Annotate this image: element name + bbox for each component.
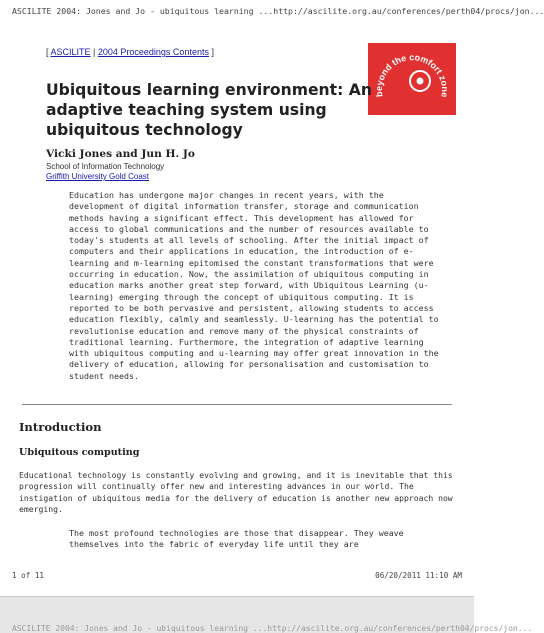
- breadcrumb: [46, 47, 214, 57]
- school-name: School of Information Technology: [46, 162, 165, 171]
- page-counter: 1 of 11: [12, 571, 45, 580]
- affiliation: [46, 162, 164, 182]
- intro-paragraph: Educational technology is constantly evolving and growing, and it is inevitable that this progression will continually offer new and interesting advances in our world. The instigation of ubiquitous media for the delivery of education is another new approach now emerging.: [19, 470, 453, 515]
- next-page-header-title: ASCILITE 2004: Jones and Jo - ubiquitous learning ...: [12, 624, 268, 633]
- subsection-heading: Ubiquitous computing: [19, 447, 140, 458]
- print-footer: [12, 571, 462, 580]
- authors: Vicki Jones and Jun H. Jo: [46, 148, 195, 160]
- breadcrumb-separator: |: [90, 47, 98, 57]
- beyond-comfort-zone-logo: [368, 43, 456, 115]
- print-header-url: http://ascilite.org.au/conferences/perth04/procs/jon...: [273, 6, 544, 16]
- section-heading: Introduction: [19, 420, 102, 434]
- next-page-header: [12, 624, 533, 633]
- breadcrumb-open-bracket: [: [46, 47, 51, 57]
- print-header: [12, 6, 544, 16]
- logo-text: beyond the comfort zone: [373, 52, 451, 99]
- ascilite-link[interactable]: ASCILITE: [50, 47, 91, 57]
- university-link[interactable]: Griffith University Gold Coast: [46, 172, 149, 181]
- paper-title: Ubiquitous learning environment: An adaptive teaching system using ubiquitous technology: [46, 81, 372, 139]
- section-divider: [22, 404, 452, 405]
- breadcrumb-close-bracket: ]: [208, 47, 214, 57]
- print-header-title: ASCILITE 2004: Jones and Jo - ubiquitous learning ...: [12, 6, 274, 16]
- next-page-header-url: http://ascilite.org.au/conferences/perth04/procs/jon...: [267, 624, 533, 633]
- proceedings-contents-link[interactable]: 2004 Proceedings Contents: [97, 47, 209, 57]
- block-quote: The most profound technologies are those that disappear. They weave themselves into the fabric of everyday life until they are: [69, 528, 404, 550]
- print-timestamp: 06/20/2011 11:10 AM: [375, 571, 462, 580]
- abstract: Education has undergone major changes in recent years, with the development of digital information transfer, storage and communication methods having a significant effect. This development has allowed for access to global communications and the number of resources available to today's students at all levels of schooling. After the initial impact of computers and their applications in education, the introduction of e-learning and m-learning epitomised the constant transformations that were occurring in education. Now, the assimilation of ubiquitous computing in education marks another great step forward, with Ubiquitous Learning (u-learning) emerging through the concept of ubiquitous computing. It is reported to be both pervasive and persistent, allowing students to access education flexibly, calmly and seamlessly. U-learning has the potential to revolutionise education and remove many of the physical constraints of traditional learning. Furthermore, the integration of adaptive learning with ubiquitous computing and u-learning may offer great innovation in the delivery of education, allowing for personalisation and customisation to student needs.: [69, 190, 439, 381]
- logo-dot: [417, 78, 424, 85]
